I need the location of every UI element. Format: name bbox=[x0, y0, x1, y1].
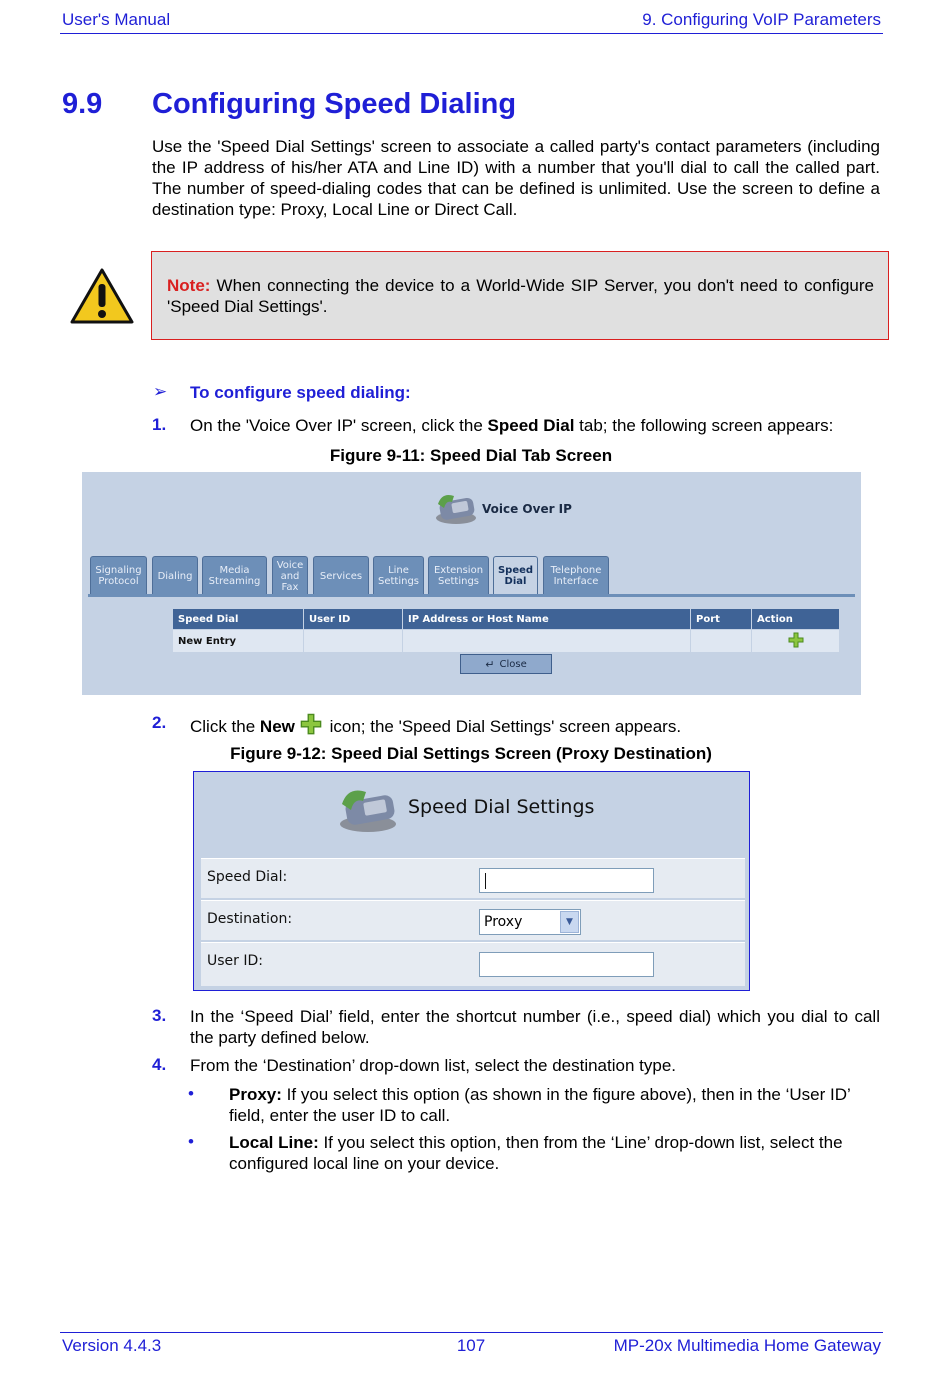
speed-dial-label: Speed Dial: bbox=[207, 869, 288, 885]
bullet-bold: Proxy: bbox=[229, 1085, 282, 1104]
warning-icon bbox=[70, 268, 134, 324]
step-number: 4. bbox=[152, 1055, 167, 1074]
step-text-bold: New bbox=[259, 717, 295, 736]
destination-row bbox=[201, 900, 745, 940]
note-body: When connecting the device to a World-Wide SIP Server, you don't need to configure 'Speed Dial Settings'. bbox=[167, 276, 874, 316]
bullet-text bbox=[229, 1084, 880, 1126]
procedure-title: To configure speed dialing: bbox=[190, 383, 411, 402]
screen-title: Speed Dial Settings bbox=[408, 796, 595, 818]
destination-value: Proxy bbox=[484, 914, 523, 930]
text-cursor bbox=[485, 873, 486, 889]
tab-line-settings[interactable]: Line Settings bbox=[373, 556, 424, 595]
tab-services[interactable]: Services bbox=[313, 556, 369, 595]
speed-dial-input[interactable] bbox=[479, 868, 654, 893]
header-left: User's Manual bbox=[62, 10, 171, 29]
step-text bbox=[190, 713, 880, 740]
footer-left: Version 4.4.3 bbox=[62, 1336, 162, 1355]
destination-label: Destination: bbox=[207, 911, 293, 927]
tab-voice-and-fax[interactable]: Voice and Fax bbox=[272, 556, 308, 595]
step-text: From the ‘Destination’ drop-down list, select the destination type. bbox=[190, 1056, 677, 1075]
step-number: 1. bbox=[152, 415, 167, 434]
bullet-icon: • bbox=[188, 1132, 194, 1151]
step-text-pre: On the 'Voice Over IP' screen, click the bbox=[190, 416, 488, 435]
figure-caption: Figure 9-12: Speed Dial Settings Screen (Proxy Destination) bbox=[230, 744, 712, 763]
column-header: IP Address or Host Name bbox=[403, 609, 691, 630]
header-right: 9. Configuring VoIP Parameters bbox=[642, 10, 881, 29]
user-id-input[interactable] bbox=[479, 952, 654, 977]
step-text-pre: Click the bbox=[190, 717, 260, 736]
table-cell bbox=[403, 630, 691, 653]
step-text-post: icon; the 'Speed Dial Settings' screen appears. bbox=[324, 717, 682, 736]
tab-speed-dial[interactable]: Speed Dial bbox=[493, 556, 538, 595]
bullet-icon: • bbox=[188, 1084, 194, 1103]
table-cell[interactable]: New Entry bbox=[173, 630, 304, 653]
intro-paragraph: Use the 'Speed Dial Settings' screen to associate a called party's contact parameters (including the IP address of his/her ATA and Line ID) with a number that you'll dial to call the called part. The number of speed-dialing codes that can be defined is unlimited. Use the screen to define a destination type: Proxy, Local Line or Direct Call. bbox=[152, 137, 880, 219]
close-button[interactable] bbox=[460, 654, 552, 674]
step-text-bold: Speed Dial bbox=[487, 416, 575, 435]
column-header: User ID bbox=[304, 609, 403, 630]
table-cell bbox=[304, 630, 403, 653]
step-text bbox=[190, 415, 880, 436]
footer-rule bbox=[60, 1332, 883, 1333]
note-label: Note: bbox=[167, 276, 211, 295]
phone-icon bbox=[334, 784, 400, 834]
bullet-text bbox=[229, 1132, 880, 1174]
section-title: Configuring Speed Dialing bbox=[152, 88, 517, 120]
tab-extension-settings[interactable]: Extension Settings bbox=[428, 556, 489, 595]
phone-icon bbox=[432, 490, 478, 526]
bullet-bold: Local Line: bbox=[229, 1133, 319, 1152]
close-button-label: Close bbox=[499, 658, 527, 670]
procedure-arrow-icon: ➢ bbox=[153, 382, 168, 401]
step-text: In the ‘Speed Dial’ field, enter the shortcut number (i.e., speed dial) which you dial to call the party defined below. bbox=[190, 1007, 880, 1047]
add-icon[interactable] bbox=[788, 632, 804, 648]
speed-dial-settings-screenshot bbox=[193, 771, 750, 991]
tab-telephone-interface[interactable]: Telephone Interface bbox=[543, 556, 609, 595]
header-rule bbox=[60, 33, 883, 34]
add-icon bbox=[300, 713, 322, 740]
tab-media-streaming[interactable]: Media Streaming bbox=[202, 556, 267, 595]
section-number: 9.9 bbox=[62, 88, 103, 120]
column-header: Speed Dial bbox=[173, 609, 304, 630]
step-text-post: tab; the following screen appears: bbox=[574, 416, 834, 435]
bullet-body: If you select this option, then from the ‘Line’ drop-down list, select the configured local line on your device. bbox=[229, 1133, 843, 1173]
note-text bbox=[167, 275, 874, 317]
tab-dialing[interactable]: Dialing bbox=[152, 556, 198, 595]
speed-dial-table bbox=[172, 608, 840, 653]
note-box bbox=[151, 251, 889, 340]
tab-signaling-protocol[interactable]: Signaling Protocol bbox=[90, 556, 147, 595]
table-cell bbox=[691, 630, 752, 653]
voice-over-ip-screenshot bbox=[82, 472, 861, 695]
user-id-label: User ID: bbox=[207, 953, 263, 969]
step-number: 3. bbox=[152, 1006, 167, 1025]
action-cell bbox=[752, 630, 840, 653]
figure-caption: Figure 9-11: Speed Dial Tab Screen bbox=[329, 446, 613, 465]
tab-strip bbox=[88, 594, 855, 597]
column-header: Port bbox=[691, 609, 752, 630]
back-arrow-icon: ↵ bbox=[485, 657, 495, 671]
screen-title: Voice Over IP bbox=[482, 502, 572, 516]
speed-dial-row bbox=[201, 858, 745, 898]
footer-right: MP-20x Multimedia Home Gateway bbox=[613, 1336, 881, 1355]
page-number: 107 bbox=[456, 1336, 486, 1355]
destination-select[interactable] bbox=[479, 909, 581, 935]
user-id-row bbox=[201, 942, 745, 986]
bullet-body: If you select this option (as shown in the figure above), then in the ‘User ID’ field, enter the user ID to call. bbox=[229, 1085, 851, 1125]
table-row bbox=[173, 630, 840, 653]
chevron-down-icon[interactable]: ▼ bbox=[560, 911, 579, 933]
step-number: 2. bbox=[152, 713, 167, 732]
column-header: Action bbox=[752, 609, 840, 630]
